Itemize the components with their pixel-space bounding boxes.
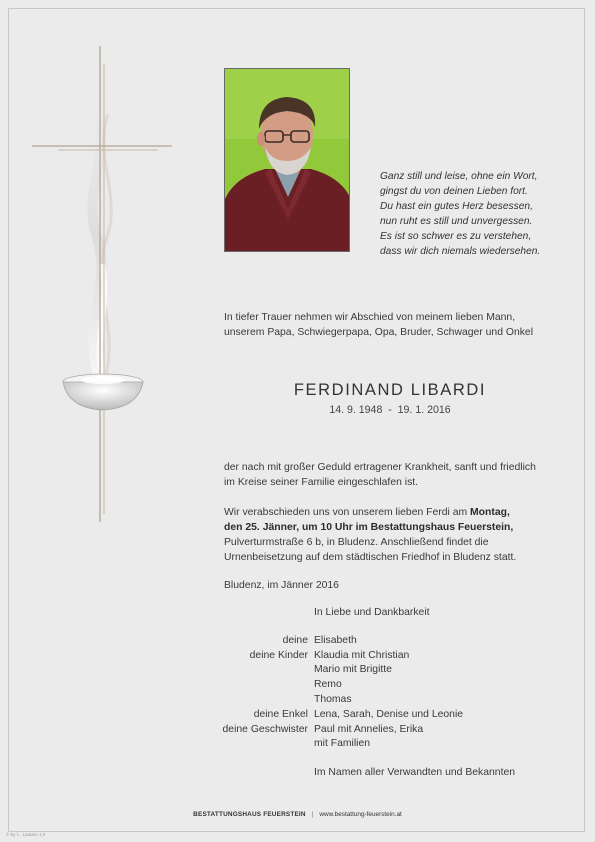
funeral-date-time: den 25. Jänner, um 10 Uhr im Bestattungshaus Feuerstein,: [224, 522, 514, 533]
poem-line: gingst du von deinen Lieben fort.: [380, 186, 528, 197]
place-date: Bludenz, im Jänner 2016: [224, 580, 339, 591]
mourner-row: [0, 723, 595, 738]
mourner-relation: [0, 663, 314, 678]
mourner-names: Thomas: [314, 693, 352, 705]
poem-line: Du hast ein gutes Herz besessen,: [380, 201, 533, 212]
intro-line: In tiefer Trauer nehmen wir Abschied von meinem lieben Mann,: [224, 312, 516, 323]
mourner-row: [0, 634, 595, 649]
life-dates: 14. 9. 1948 - 19. 1. 2016: [329, 404, 451, 416]
mourner-relation: [0, 693, 314, 708]
mourner-relation: [0, 737, 314, 752]
paragraph-line: Urnenbeisetzung auf dem städtischen Friedhof in Bludenz statt.: [224, 552, 517, 563]
poem-line: nun ruht es still und unvergessen.: [380, 216, 533, 227]
paragraph-line: [224, 520, 569, 535]
cross-icon: [28, 44, 178, 524]
mourner-names: Klaudia mit Christian: [314, 649, 410, 661]
poem: [380, 169, 580, 259]
funeral-home-name: BESTATTUNGSHAUS FEUERSTEIN: [193, 811, 306, 818]
passing-paragraph: [224, 460, 569, 490]
mourner-relation: deine Enkel: [253, 708, 308, 720]
funeral-day: Montag,: [470, 507, 510, 518]
intro-text: [224, 310, 564, 340]
website-link[interactable]: www.bestattung-feuerstein.at: [319, 811, 402, 818]
mourner-row: [0, 649, 595, 664]
closing-line: [0, 766, 595, 781]
paragraph-line: Pulverturmstraße 6 b, in Bludenz. Anschließend findet die: [224, 537, 489, 548]
mourner-row: [0, 708, 595, 723]
intro-line: unserem Papa, Schwiegerpapa, Opa, Bruder, Schwager und Onkel: [224, 327, 534, 338]
mourner-row: [0, 663, 595, 678]
closing-line: [0, 606, 595, 621]
deceased-name: FERDINAND LIBARDI: [293, 381, 487, 399]
mourner-names: mit Familien: [314, 738, 371, 750]
mourner-row: [0, 737, 595, 752]
poem-line: Es ist so schwer es zu verstehen,: [380, 231, 532, 242]
poem-line: dass wir dich niemals wiedersehen.: [380, 246, 541, 257]
print-code: © by l... Lautaro 1.0: [6, 832, 46, 837]
portrait-photo: [224, 68, 350, 252]
footer: [0, 811, 595, 818]
mourner-row: [0, 693, 595, 708]
mourner-names: Mario mit Brigitte: [314, 664, 392, 676]
mourner-row: [0, 678, 595, 693]
mourner-relation: deine Geschwister: [222, 723, 308, 735]
mourner-names: Paul mit Annelies, Erika: [314, 723, 424, 735]
mourner-relation: deine: [282, 634, 308, 646]
footer-separator: |: [311, 811, 314, 818]
mourner-names: Remo: [314, 679, 342, 691]
mourner-names: Lena, Sarah, Denise und Leonie: [314, 708, 464, 720]
funeral-details-paragraph: [224, 505, 569, 565]
mourner-relation: deine Kinder: [249, 649, 308, 661]
paragraph-line: im Kreise seiner Familie eingeschlafen ist.: [224, 477, 419, 488]
mourners-list: [0, 606, 595, 781]
mourner-names: Elisabeth: [314, 634, 357, 646]
closing-bottom: Im Namen aller Verwandten und Bekannten: [314, 767, 516, 779]
paragraph-text: Wir verabschieden uns von unserem lieben Ferdi am: [224, 507, 471, 518]
paragraph-line: der nach mit großer Geduld ertragener Krankheit, sanft und friedlich: [224, 462, 536, 473]
closing-top: In Liebe und Dankbarkeit: [314, 607, 430, 618]
poem-line: Ganz still und leise, ohne ein Wort,: [380, 171, 538, 182]
mourner-relation: [0, 678, 314, 693]
paragraph-line: [224, 505, 569, 520]
